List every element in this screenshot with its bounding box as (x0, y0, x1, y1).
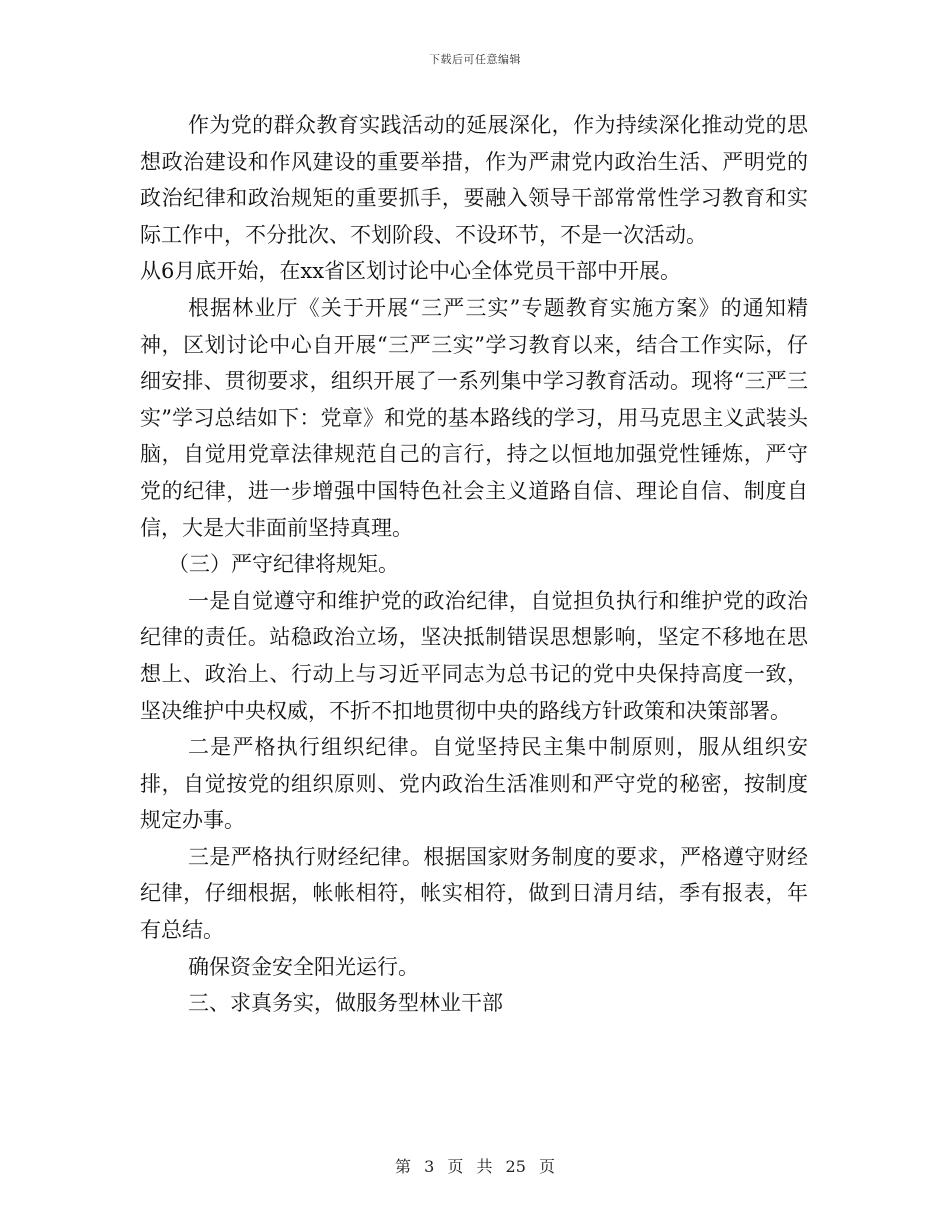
section-heading-three: 三、求真务实，做服务型林业干部 (188, 991, 503, 1016)
document-body (140, 107, 808, 1022)
paragraph-5: 二是严格执行组织纪律。自觉坚持民主集中制原则，服从组织安排，自觉按党的组织原则、党内政治生活准则和严守党的秘密，按制度规定办事。 (140, 735, 808, 833)
page-number: 第 3 页 共 25 页 (395, 1157, 555, 1176)
paragraph-4: 一是自觉遵守和维护党的政治纪律，自觉担负执行和维护党的政治纪律的责任。站稳政治立场，坚决抵制错误思想影响，坚定不移地在思想上、政治上、行动上与习近平同志为总书记的党中央保持高度一致，坚决维护中央权威，不折不扣地贯彻中央的路线方针政策和决策部署。 (140, 588, 808, 723)
page-header-note: 下载后可任意编辑 (429, 53, 521, 66)
paragraph-3: 根据林业厅《关于开展“三严三实”专题教育实施方案》的通知精神，区划讨论中心自开展“三严三实”学习教育以来，结合工作实际，仔细安排、贯彻要求，组织开展了一系列集中学习教育活动。现将“三严三实”学习总结如下：党章》和党的基本路线的学习，用马克思主义武装头脑，自觉用党章法律规范自己的言行，持之以恒地加强党性锤炼，严守党的纪律，进一步增强中国特色社会主义道路自信、理论自信、制度自信，大是大非面前坚持真理。 (140, 295, 808, 540)
paragraph-1: 作为党的群众教育实践活动的延展深化，作为持续深化推动党的思想政治建设和作风建设的重要举措，作为严肃党内政治生活、严明党的政治纪律和政治规矩的重要抓手，要融入领导干部常常性学习教育和实际工作中，不分批次、不划阶段、不设环节，不是一次活动。 (140, 113, 808, 247)
paragraph-2: 从6月底开始，在xx省区划讨论中心全体党员干部中开展。 (140, 259, 682, 284)
paragraph-7: 确保资金安全阳光运行。 (188, 954, 419, 979)
section-heading-3: （三）严守纪律将规矩。 (168, 552, 399, 577)
paragraph-6: 三是严格执行财经纪律。根据国家财务制度的要求，严格遵守财经纪律，仔细根据，帐帐相符，帐实相符，做到日清月结，季有报表，年有总结。 (140, 844, 808, 943)
